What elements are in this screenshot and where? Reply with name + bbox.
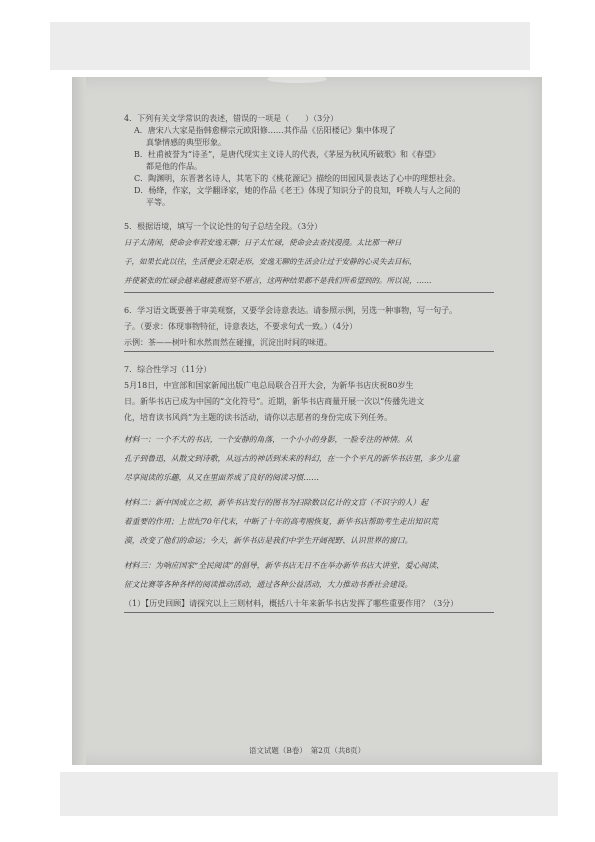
question-4-option-b: B．杜甫被誉为“诗圣”，是唐代现实主义诗人的代表，《茅屋为秋风所破歌》和《春望》 [134,150,441,159]
exam-content [124,113,524,619]
material-1-line-3: 尽享阅读的乐趣，从又在里面养成了良好的阅读习惯…… [124,473,319,482]
paper-scuff [267,77,327,83]
top-blurred-bar [50,22,530,70]
material-2-line-1: 材料二：新中国成立之初，新华书店发行的图书为扫除数以亿计的文盲（不识字的人）起 [124,498,429,507]
question-4-option-d: D．杨绛，作家，文学翻译家，她的作品《老王》体现了知识分子的良知，呼唤人与人之间的 [134,186,461,195]
question-5-line-2: 子，如果长此以往，生活便会无限走形，安逸无聊的生活会让过于安静的心灵失去目标， [124,257,417,266]
question-6 [124,305,524,352]
answer-line [124,351,494,352]
question-5-line-1: 日子太清闲，使命会奉若安逸无聊；日子太忙碌，使命会去查找漫漫。太比那一种日 [124,238,402,247]
question-4-option-b-cont: 都是他的作品。 [146,162,202,171]
material-2-line-3: 漠，改变了他们的命运；今天，新华书店是我们中学生开阔视野、认识世界的窗口。 [124,536,413,545]
question-4-option-d-cont: 平等。 [146,198,170,207]
question-4-option-a-cont: 真挚情感的典型形象。 [146,138,226,147]
question-4 [124,113,524,209]
page-fold-shadow [72,77,86,765]
material-3-line-1: 材料三：为响应国家“全民阅读”的倡导，新华书店无日不在举办新华书店大讲堂、爱心阅读、 [124,561,444,570]
question-4-option-a: A．唐宋八大家是指韩愈柳宗元欧阳修……其作品《岳阳楼记》集中体现了 [134,126,396,135]
question-5-line-3: 并使紧张的忙碌会越来越疲惫而坚不堪言，这两种结果都不是我们所希望到的。所以说，…… [124,276,432,285]
material-1-line-2: 孔子到鲁迅，从散文到诗歌，从远古的神话到未来的科幻，在一个个平凡的新华书店里，多少儿童 [124,454,460,463]
question-6-example: 示例：茶——树叶和水然而然在碰撞，沉淀出时间的味道。 [124,338,332,347]
question-7 [124,364,524,613]
answer-line [124,612,494,613]
question-7-title: 7．综合性学习（11分） [124,365,212,374]
material-1-line-1: 材料一：一个不大的书店，一个安静的角落，一个小小的身影，一脸专注的神情。从 [124,435,413,444]
question-4-title: 4．下列有关文学常识的表述，错误的一项是（ ）（3分） [124,114,339,123]
question-7-sub-1: （1）【历史回顾】请探究以上三则材料，概括八十年来新华书店发挥了哪些重要作用？（3分） [124,599,459,608]
material-3-line-2: 征文比赛等各种各样的阅读推动活动，通过各种公益活动，大力推动书香社会建设。 [124,580,413,589]
answer-line [124,292,494,293]
question-5-title: 5．根据语境，填写一个议论性的句子总结全段。（3分） [124,222,323,231]
question-7-intro-2: 日。新华书店已成为中国的“文化符号”。近期，新华书店商量开展一次以“传播先进文 [124,397,425,406]
material-2-line-2: 着重要的作用；上世纪70年代末，中断了十年的高考刚恢复，新华书店帮助考生走出知识荒 [124,517,438,526]
bottom-blurred-bar [60,772,558,816]
question-5 [124,221,524,293]
page-footer: 语文试题（B卷） 第2页（共8页） [248,746,366,755]
question-6-requirement: 子。（要求：体现事物特征，诗意表达，不要求句式一致。）（4分） [124,322,358,331]
exam-sheet-photo [72,77,542,765]
question-6-title: 6．学习语文既要善于审美观察，又要学会诗意表达。请参照示例，另选一种事物，写一句子。 [124,306,458,315]
question-7-intro-1: 5月18日，中宣部和国家新闻出版广电总局联合召开大会，为新华书店庆祝80岁生 [124,381,414,390]
question-7-intro-3: 化，培育读书风尚”为主题的读书活动，请你以志愿者的身份完成下列任务。 [124,413,393,422]
question-4-option-c: C．陶渊明，东晋著名诗人，其笔下的《桃花源记》描绘的田园风景表达了心中的理想社会。 [134,174,461,183]
